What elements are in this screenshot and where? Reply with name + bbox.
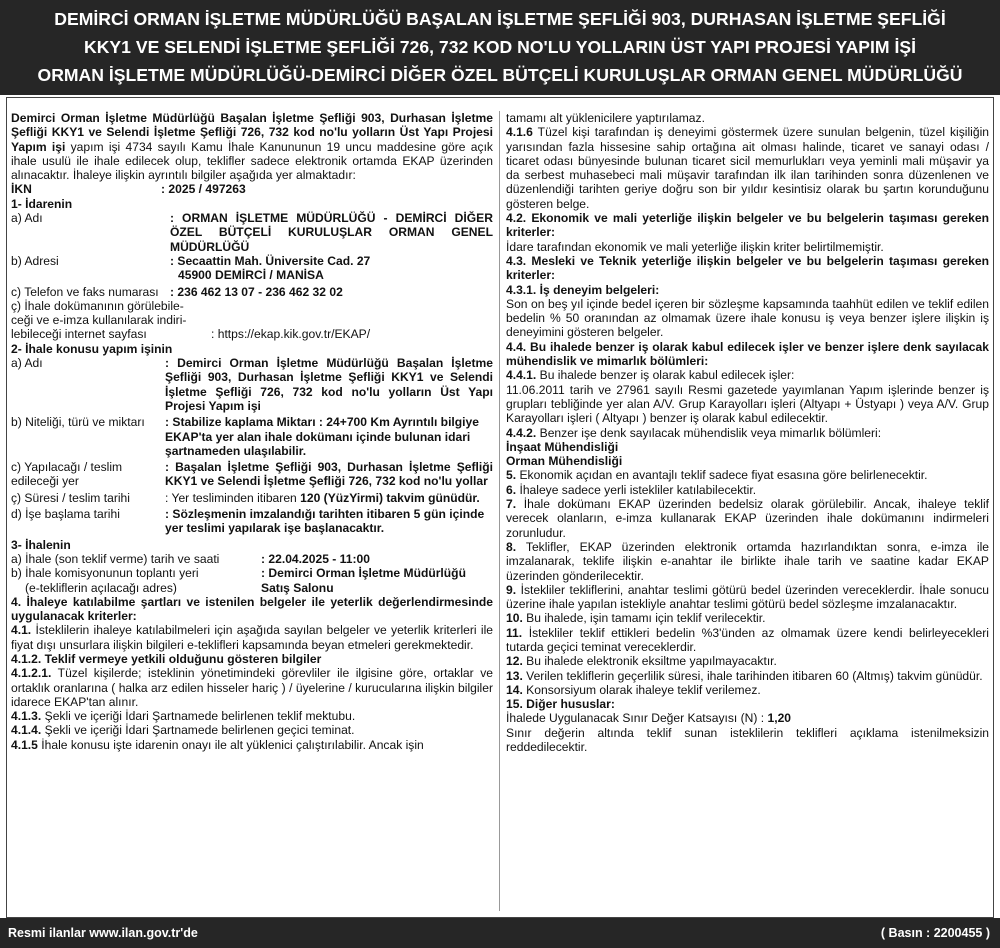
column-divider: [499, 111, 500, 911]
item-4-1-5: 4.1.5 İhale konusu işte idarenin onayı ile alt yüklenici çalıştırılabilir. Ancak işin: [11, 737, 424, 752]
engineering-1: İnşaat Mühendisliği: [506, 439, 619, 454]
item-4-1-2-title: 4.1.2. Teklif vermeye yetkili olduğunu gösteren bilgiler: [11, 651, 322, 666]
intro-paragraph: Demirci Orman İşletme Müdürlüğü Başalan İşletme Şefliği 903, Durhasan İşletme Şefliği KKY1 ve Selendi İşletme Şefliği 726, 732 kod no'lu yolların Üst Yapı Projesi Yapım işi yapım işi 4734 sayılı Kamu İhale Kanununun 19 uncu maddesine göre açık ihale usulü ile ihale edilecek olup, teklifler sadece elektronik ortamda EKAP üzerinden alınacaktır. İhaleye ilişkin ayrıntılı bilgiler aşağıda yer almaktadır:: [11, 111, 493, 183]
item-4-3-title: 4.3. Mesleki ve Teknik yeterliğe ilişkin belgeler ve bu belgelerin taşıması gereken kriterler:: [506, 253, 989, 283]
footer-press-number: ( Basın : 2200455 ): [880, 926, 990, 940]
item-13: 13. Verilen tekliflerin geçerlilik süresi, ihale tarihinden itibaren 60 (Altmış) takvim günüdür.: [506, 668, 983, 683]
item-4-1-6: 4.1.6 Tüzel kişi tarafından iş deneyimi göstermek üzere sunulan belgenin, tüzel kişiliğin yarısından fazla hissesine sahip ortağına ait olması halinde, ticaret ve sanayi odası / ticaret odası bünyesinde bulunan ticaret sicil memurlukları veya yeminli mali müşavir ya da serbest muhasebeci mali müşavir tarafından ilk ilan tarihinden sonra düzenlenen ve düzenlendiği tarihten geriye doğru son bir yıldır kesintisiz olarak bu şartın korunduğunu gösteren belge.: [506, 125, 989, 211]
page-header: [0, 0, 1000, 95]
item-14: 14. Konsorsiyum olarak ihaleye teklif verilemez.: [506, 682, 761, 697]
item-7: 7. İhale dokümanı EKAP üzerinden bedelsiz olarak görülebilir. Ancak, ihaleye teklif verecek olanların, e-imza kullanarak EKAP üzerinden ihale dokümanını indirmeleri zorunludur.: [506, 497, 989, 540]
job-quantity-row: b) Niteliği, türü ve miktarı : Stabilize kaplama Miktarı : 24+700 Km Ayrıntılı bilgiye EKAP'ta yer alan ihale dokümanı içinde bulunan idari şartnameden ulaşılabilir.: [11, 415, 479, 458]
section-2-title: 2- İhale konusu yapım işinin: [11, 341, 173, 356]
item-4-1: 4.1. İsteklilerin ihaleye katılabilmeleri için aşağıda sayılan belgeler ve yeterlik kriterleri ile fiyat dışı unsurlara ilişkin bilgileri e-teklifleri kapsamında beyan etmeleri gerekmektedir.: [11, 623, 493, 652]
ekap-web-row: ç) İhale dokümanının görülebile- ceği ve e-imza kullanılarak indiri- lebileceği internet sayfası : https://ekap.kik.gov.tr/EKAP/: [11, 299, 493, 342]
item-4-1-3: 4.1.3. Şekli ve içeriği İdari Şartnamede belirlenen teklif mektubu.: [11, 709, 356, 724]
section-3-title: 3- İhalenin: [11, 537, 71, 552]
item-15-text-2: Sınır değerin altında teklif sunan isteklilerin teklifleri açıklama istenilmeksizin reddedilecektir.: [506, 725, 989, 755]
item-10: 10. Bu ihalede, işin tamamı için teklif verilecektir.: [506, 611, 766, 626]
header-title-line-1: DEMİRCİ ORMAN İŞLETME MÜDÜRLÜĞÜ BAŞALAN İŞLETME ŞEFLİĞİ 903, DURHASAN İŞLETME ŞEFLİĞİ: [54, 9, 946, 29]
item-4-4-title: 4.4. Bu ihalede benzer iş olarak kabul edilecek işler ve benzer işlere denk sayılacak mühendislik ve mimarlık bölümleri:: [506, 339, 989, 369]
section-1-title: 1- İdarenin: [11, 196, 73, 211]
item-5: 5. Ekonomik açıdan en avantajlı teklif sadece fiyat esasına göre belirlenecektir.: [506, 468, 928, 483]
item-15-title: 15. Diğer hususlar:: [506, 697, 615, 712]
item-4-1-4: 4.1.4. Şekli ve içeriği İdari Şartnamede belirlenen geçici teminat.: [11, 723, 355, 738]
left-column: [11, 111, 493, 752]
item-4-2-text: İdare tarafından ekonomik ve mali yeterliğe ilişkin kriter belirtilmemiştir.: [506, 239, 884, 254]
item-4-2-title: 4.2. Ekonomik ve mali yeterliğe ilişkin belgeler ve bu belgelerin taşıması gereken kriterler:: [506, 211, 989, 240]
phone-fax-row: c) Telefon ve faks numarası : 236 462 13 07 - 236 462 32 02: [11, 284, 343, 299]
admin-name-row: a) Adı : ORMAN İŞLETME MÜDÜRLÜĞÜ - DEMİRCİ DİĞER ÖZEL BÜTÇELİ KURULUŞLAR ORMAN GENEL MÜDÜRLÜĞÜ: [11, 211, 493, 254]
item-4-4-1-detail: 11.06.2011 tarih ve 27961 sayılı Resmi gazetede yayımlanan Yapım işlerinde benzer iş grupları tebliğinde yer alan A/V. Grup Karayolları işleri (Altyapı + Üstyapı ) veya A/V. Grup Karayolları işleri ( Altyapı ) benzer iş olarak kabul edilecektir.: [506, 382, 989, 426]
page-footer: [0, 918, 1000, 948]
header-title-line-3: ORMAN İŞLETME MÜDÜRLÜĞÜ-DEMİRCİ DİĞER ÖZEL BÜTÇELİ KURULUŞLAR ORMAN GENEL MÜDÜRLÜĞÜ: [37, 65, 963, 85]
tender-date-row: a) İhale (son teklif verme) tarih ve saati : 22.04.2025 - 11:00: [11, 551, 370, 566]
header-title-line-2: KKY1 VE SELENDİ İŞLETME ŞEFLİĞİ 726, 732 KOD NO'LU YOLLARIN ÜST YAPI PROJESİ YAPIM İŞİ: [84, 37, 916, 57]
item-4-3-1-title: 4.3.1. İş deneyim belgeleri:: [506, 282, 660, 297]
footer-website: Resmi ilanlar www.ilan.gov.tr'de: [8, 926, 198, 940]
item-4-1-2-1: 4.1.2.1. Tüzel kişilerde; isteklinin yönetimindeki görevliler ile ilgisine göre, ortaklar ve ortaklık oranlarına ( halka arz edilen hisseler hariç ) / üyelerine / kurucularına ilişkin bilgiler idarece EKAP'tan alınır.: [11, 666, 493, 709]
continuation-text: tamamı alt yüklenicilere yaptırılamaz.: [506, 111, 705, 125]
section-4-title: 4. İhaleye katılabilme şartları ve istenilen belgeler ile yeterlik değerlendirmesinde uygulanacak kriterler:: [11, 594, 493, 624]
engineering-2: Orman Mühendisliği: [506, 454, 623, 469]
item-9: 9. İstekliler tekliflerini, anahtar teslimi götürü bedel üzerinden vereceklerdir. İhale sonucu üzerine ihale yapılan istekliyle anahtar teslimi götürü bedel sözleşme imzalanacaktır.: [506, 582, 989, 612]
ikn-row: İKN : 2025 / 497263: [11, 182, 246, 197]
tender-place-row: b) İhale komisyonunun toplantı yeri (e-tekliflerin açılacağı adres) : Demirci Orman İşletme Müdürlüğü Satış Salonu: [11, 566, 466, 595]
item-11: 11. İstekliler teklif ettikleri bedelin %3'ünden az olmamak üzere kendi belirleyecekleri tutarda geçici teminat vereceklerdir.: [506, 625, 989, 654]
right-column: [506, 111, 989, 754]
item-12: 12. Bu ihalede elektronik eksiltme yapılmayacaktır.: [506, 654, 777, 669]
job-start-row: d) İşe başlama tarihi : Sözleşmenin imzalandığı tarihten itibaren 5 gün içinde yer teslimi yapılarak işe başlanacaktır.: [11, 507, 485, 536]
item-4-3-1-text: Son on beş yıl içinde bedel içeren bir sözleşme kapsamında taahhüt edilen ve teklif edilen bedelin % 50 oranından az olmamak üzere ihale konusu iş veya benzer işlere ilişkin iş deneyimini gösteren belgeler.: [506, 296, 989, 340]
job-location-row: c) Yapılacağı / teslim edileceği yer : Başalan İşletme Şefliği 903, Durhasan İşletme Şefliği KKY1 ve Selendi İşletme Şefliği 726, 732 kod no'lu yollar: [11, 460, 493, 489]
ekap-link[interactable]: : https://ekap.kik.gov.tr/EKAP/: [211, 327, 371, 342]
item-6: 6. İhaleye sadece yerli istekliler katılabilecektir.: [506, 482, 757, 497]
item-4-4-2: 4.4.2. Benzer işe denk sayılacak mühendislik veya mimarlık bölümleri:: [506, 425, 882, 440]
admin-address-row: b) Adresi : Secaattin Mah. Üniversite Cad. 27 45900 DEMİRCİ / MANİSA: [11, 253, 371, 283]
item-8: 8. Teklifler, EKAP üzerinden elektronik ortamda hazırlandıktan sonra, e-imza ile imzalanarak, teklife ilişkin e-anahtar ile birlikte ihale tarih ve saatine kadar EKAP üzerinden gönderilecektir.: [506, 539, 989, 583]
item-4-4-1: 4.4.1. Bu ihalede benzer iş olarak kabul edilecek işler:: [506, 368, 795, 383]
job-name-row: a) Adı : Demirci Orman İşletme Müdürlüğü Başalan İşletme Şefliği 903, Durhasan İşletme Şefliği KKY1 ve Selendi İşletme Şefliği 726, 732 kod no'lu yolların Üst Yapı Projesi Yapım işi: [11, 356, 493, 413]
job-duration-row: ç) Süresi / teslim tarihi : Yer tesliminden itibaren 120 (YüzYirmi) takvim günüdür.: [11, 490, 480, 505]
item-15-text: İhalede Uygulanacak Sınır Değer Katsayısı (N) : 1,20: [506, 711, 792, 726]
